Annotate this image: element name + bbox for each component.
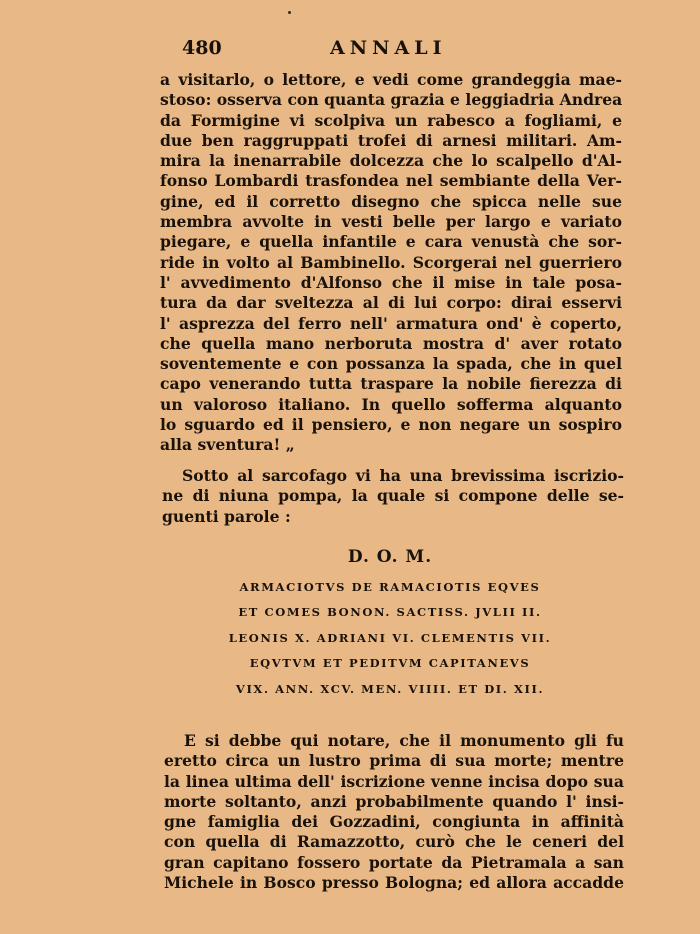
inscription-line: ET COMES BONON. SACTISS. JVLII II. (238, 605, 542, 619)
text-line: eretto circa un lustro prima di sua morte; mentre (164, 751, 624, 771)
text-line: guenti parole : (162, 506, 291, 526)
text-line: due ben raggruppati trofei di arnesi militari. Am- (160, 130, 622, 150)
text-line (164, 731, 624, 751)
text-line: a visitarlo, o lettore, e vedi come grandeggia mae- (160, 70, 622, 89)
text-line: Michele in Bosco presso Bologna; ed allora accadde (164, 873, 624, 893)
text-line: piegare, e quella infantile e cara venustà che sor- (160, 232, 622, 252)
text-line: stoso: osserva con quanta grazia e leggiadria Andrea (160, 90, 623, 110)
print-speck (288, 11, 291, 14)
inscription-line: EQVTVM ET PEDITVM CAPITANEVS (249, 656, 531, 670)
text-line: l' asprezza del ferro nell' armatura ond' è coperto, (160, 313, 622, 333)
paragraph-3 (164, 731, 624, 893)
inscription-line: LEONIS X. ADRIANI VI. CLEMENTIS VII. (228, 631, 552, 645)
text-line: un valoroso italiano. In quello sofferma alquanto (160, 394, 622, 414)
text-line: l' avvedimento d'Alfonso che il mise in tale posa- (160, 272, 622, 292)
inscription-title: D. O. M. (347, 547, 433, 567)
text-line: gne famiglia dei Gozzadini, congiunta in affinità (164, 812, 624, 832)
text-line: capo venerando tutta traspare la nobile fierezza di (160, 374, 622, 394)
page-header (182, 37, 624, 61)
text-line: gine, ed il corretto disegno che spicca nelle sue (160, 191, 622, 211)
paragraph-1 (160, 70, 622, 456)
text-line: con quella di Ramazzotto, curò che le ceneri del (164, 832, 624, 852)
text-line: ne di niuna pompa, la quale si compone delle se- (162, 486, 624, 506)
text-line: soventemente e con possanza la spada, che in quel (160, 354, 622, 374)
text-line: la linea ultima dell' iscrizione venne incisa dopo sua (164, 771, 624, 791)
text-line: lo sguardo ed il pensiero, e non negare un sospiro (160, 415, 622, 435)
text-line: ride in volto al Bambinello. Scorgerai nel guerriero (160, 252, 622, 272)
text-line: membra avvolte in vesti belle per largo e variato (160, 212, 622, 232)
text-line (162, 466, 624, 486)
text-line: da Formigine vi scolpiva un rabesco a fogliami, e (160, 110, 622, 130)
text-line: fonso Lombardi trasfondea nel sembiante della Ver- (160, 171, 622, 191)
text-line: tura da dar sveltezza al di lui corpo: dirai esservi (160, 293, 622, 313)
inscription-line: VIX. ANN. XCV. MEN. VIIII. ET DI. XII. (235, 682, 545, 696)
text-line: mira la inenarrabile dolcezza che lo scalpello d'Al- (160, 151, 622, 171)
paragraph-2 (162, 466, 624, 527)
text-line-content: E si debbe qui notare, che il monumento gli fu (184, 731, 624, 750)
page-number: 480 (182, 37, 222, 59)
running-head: ANNALI (330, 37, 447, 59)
text-line: che quella mano nerboruta mostra d' aver rotato (160, 333, 622, 353)
text-line: morte soltanto, anzi probabilmente quando l' insi- (164, 791, 624, 811)
inscription-line: ARMACIOTVS DE RAMACIOTIS EQVES (239, 580, 541, 594)
text-line-content: Sotto al sarcofago vi ha una brevissima iscrizio- (182, 466, 624, 485)
text-line: gran capitano fossero portate da Pietramala a san (164, 852, 624, 872)
text-line: alla sventura! „ (160, 435, 295, 455)
